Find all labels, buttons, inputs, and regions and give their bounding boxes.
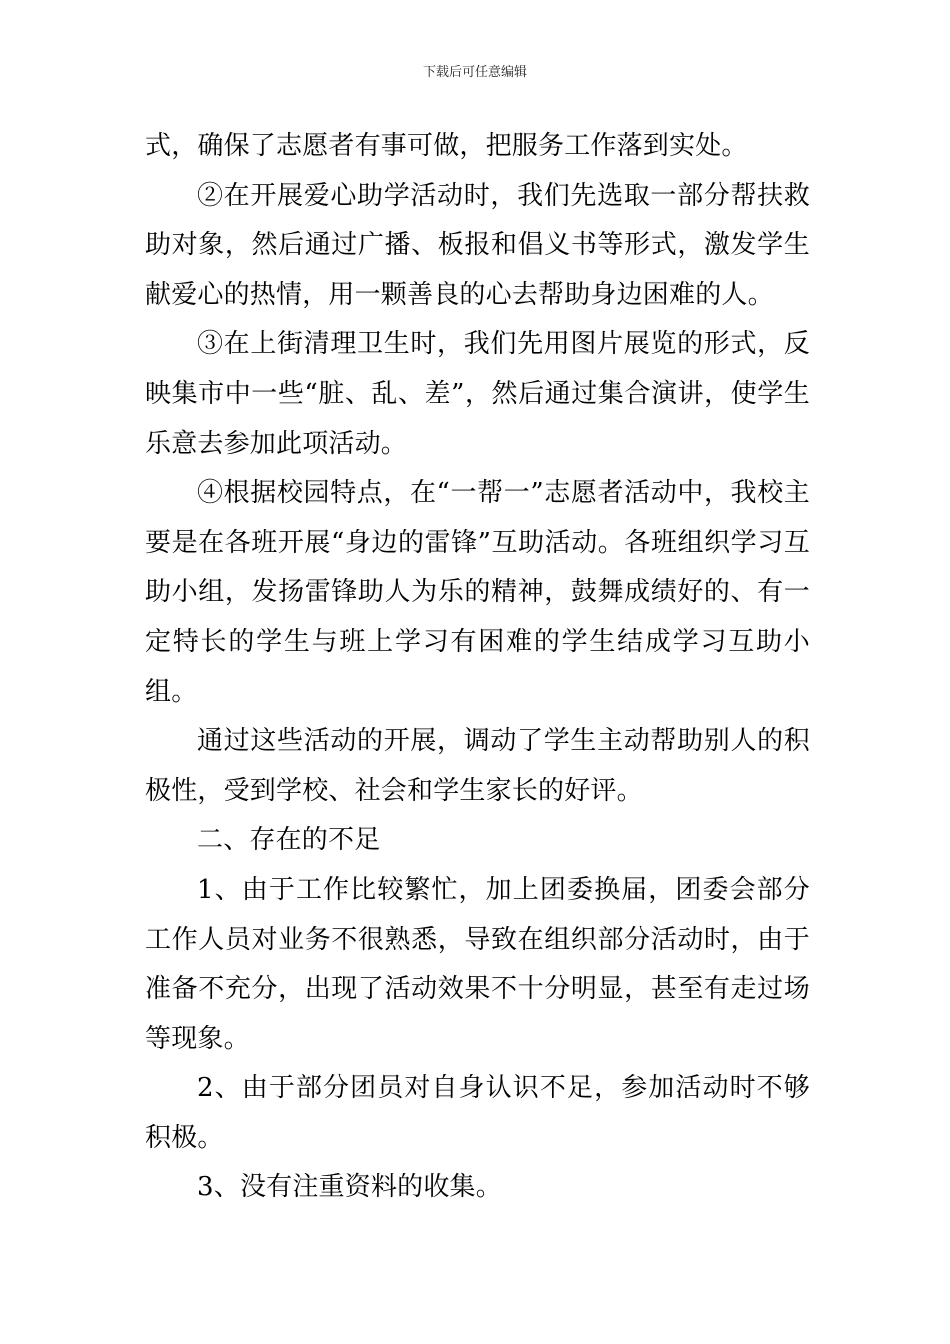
document-body [145,122,810,1213]
paragraph-item-4: ④根据校园特点，在“一帮一”志愿者活动中，我校主要是在各班开展“身边的雷锋”互助活动。各班组织学习互助小组，发扬雷锋助人为乐的精神，鼓舞成绩好的、有一定特长的学生与班上学习有困难的学生结成学习互助小组。 [145,478,810,707]
section-heading-shortcomings: 二、存在的不足 [197,825,381,856]
shortcoming-2: 2、由于部分团员对自身认识不足，参加活动时不够积极。 [145,1073,810,1153]
paragraph-continuation: 式，确保了志愿者有事可做，把服务工作落到实处。 [145,131,748,161]
paragraph-item-2: ②在开展爱心助学活动时，我们先选取一部分帮扶救助对象，然后通过广播、板报和倡义书等形式，激发学生献爱心的热情，用一颗善良的心去帮助身边困难的人。 [145,180,810,310]
shortcoming-1: 1、由于工作比较繁忙，加上团委换届，团委会部分工作人员对业务不很熟悉，导致在组织部分活动时，由于准备不充分，出现了活动效果不十分明显，甚至有走过场等现象。 [145,874,810,1054]
shortcoming-3: 3、没有注重资料的收集。 [197,1172,502,1203]
paragraph-summary: 通过这些活动的开展，调动了学生主动帮助别人的积极性，受到学校、社会和学生家长的好评。 [145,726,810,806]
paragraph-item-3: ③在上街清理卫生时，我们先用图片展览的形式，反映集市中一些“脏、乱、差”，然后通过集合演讲，使学生乐意去参加此项活动。 [145,329,810,459]
page-header: 下载后可任意编辑 [422,65,527,80]
